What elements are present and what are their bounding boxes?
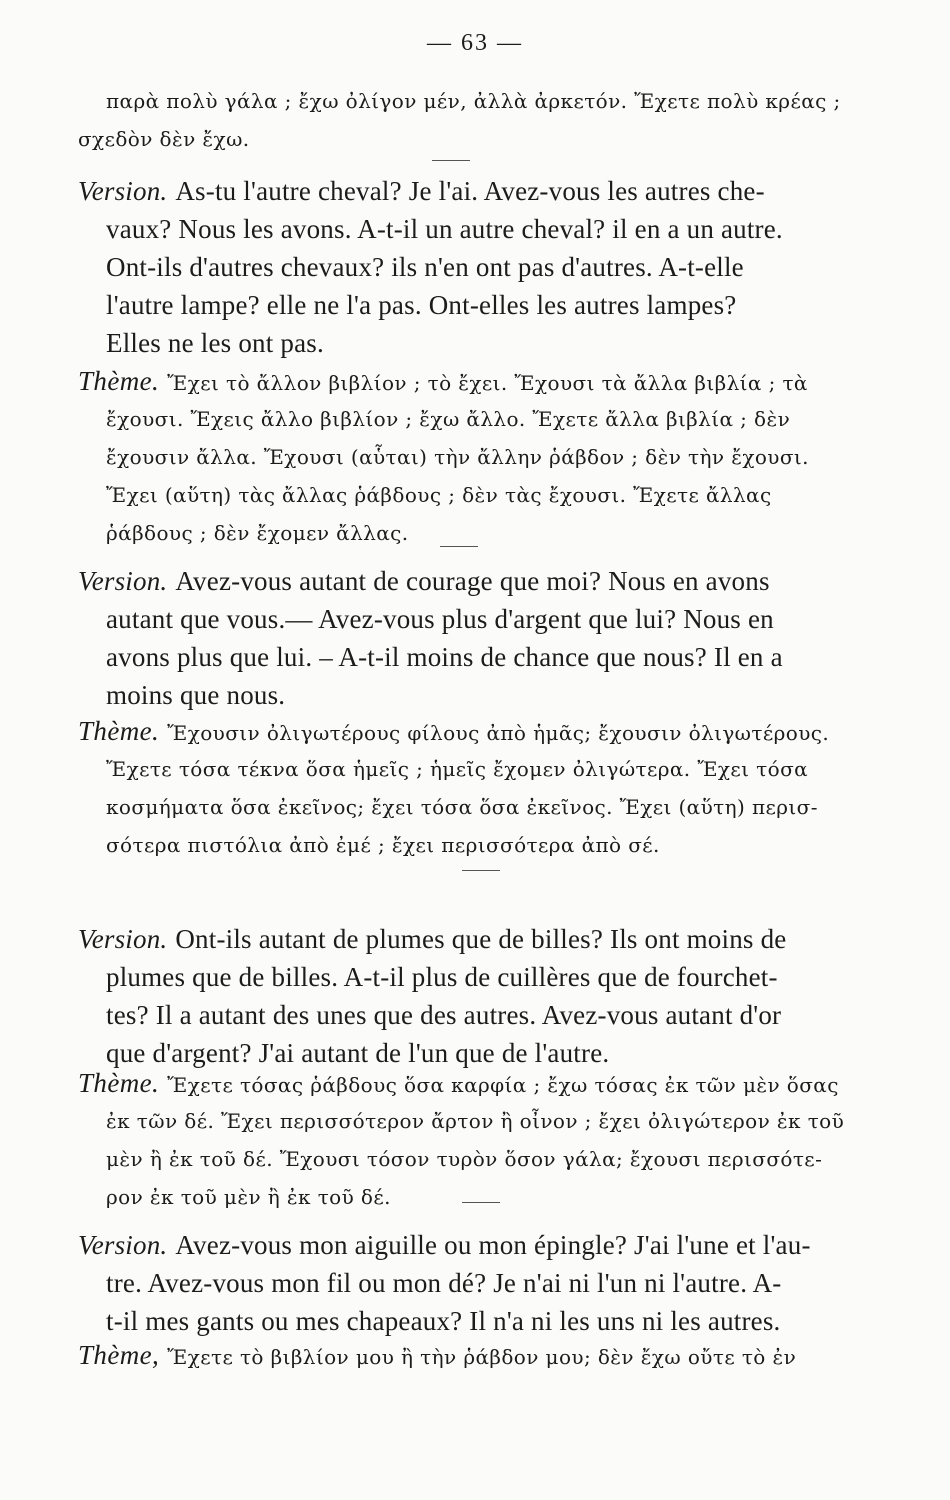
text-line: t-il mes gants ou mes chapeaux? Il n'a ni les uns ni les autres. [106,1306,781,1336]
text-line: ἔχουσι. Ἔχεις ἄλλο βιβλίον ; ἔχω ἄλλο. Ἔχετε ἄλλα βιβλία ; δὲν [106,407,791,431]
version-paragraph-4 [78,1226,848,1340]
theme-label: Thème, [78,1340,160,1370]
version-paragraph-3 [78,920,848,1072]
separator-rule [462,1202,500,1203]
text-line: avons plus que lui. – A-t-il moins de chance que nous? Il en a [106,642,783,672]
text-line: As-tu l'autre cheval? Je l'ai. Avez-vous les autres che- [175,176,765,206]
page-number: — 63 — [427,30,523,56]
theme-label: Thème. [78,366,160,396]
text-line: σχεδὸν δὲν ἔχω. [78,127,250,151]
text-line: Avez-vous mon aiguille ou mon épingle? J'ai l'une et l'au- [175,1230,811,1260]
version-paragraph-2 [78,562,848,714]
text-line: Elles ne les ont pas. [106,328,324,358]
version-label: Version. [78,176,168,206]
text-line: Ἔχουσιν ὀλιγωτέρους φίλους ἀπὸ ἡμᾶς; ἔχουσιν ὀλιγωτέρους. [167,721,830,745]
text-line: Ἔχει (αὕτη) τὰς ἄλλας ῥάβδους ; δὲν τὰς ἔχουσι. Ἔχετε ἄλλας [106,483,772,507]
version-label: Version. [78,1230,168,1260]
text-line: σότερα πιστόλια ἀπὸ ἐμέ ; ἔχει περισσότερα ἀπὸ σέ. [106,833,660,857]
text-line: l'autre lampe? elle ne l'a pas. Ont-elles les autres lampes? [106,290,737,320]
text-line: Ἔχει τὸ ἄλλον βιβλίον ; τὸ ἔχει. Ἔχουσι τὰ ἄλλα βιβλία ; τὰ [167,371,808,395]
text-line: vaux? Nous les avons. A-t-il un autre cheval? il en a un autre. [106,214,783,244]
text-line: plumes que de billes. A-t-il plus de cuillères que de fourchet- [106,962,778,992]
text-line: Ἔχετε τόσας ῥάβδους ὅσα καρφία ; ἔχω τόσας ἐκ τῶν μὲν ὅσας [167,1073,839,1097]
text-line: Ont-ils d'autres chevaux? ils n'en ont pas d'autres. A-t-elle [106,252,744,282]
text-line: ἔχουσιν ἄλλα. Ἔχουσι (αὗται) τὴν ἄλλην ῥάβδον ; δὲν τὴν ἔχουσι. [106,445,809,469]
text-line: tes? Il a autant des unes que des autres. Avez-vous autant d'or [106,1000,782,1030]
theme-label: Thème. [78,716,160,746]
theme-paragraph-1 [78,362,848,552]
intro-paragraph [78,82,848,158]
text-line: Ἔχετε τόσα τέκνα ὅσα ἡμεῖς ; ἡμεῖς ἔχομεν ὀλιγώτερα. Ἔχει τόσα [106,757,809,781]
version-label: Version. [78,924,168,954]
text-line: tre. Avez-vous mon fil ou mon dé? Je n'ai ni l'un ni l'autre. A- [106,1268,782,1298]
text-line: ἐκ τῶν δέ. Ἔχει περισσότερον ἄρτον ἢ οἶνον ; ἔχει ὀλιγώτερον ἐκ τοῦ [106,1109,845,1133]
version-paragraph-1 [78,172,848,362]
text-line: autant que vous.— Avez-vous plus d'argent que lui? Nous en [106,604,774,634]
separator-rule [440,546,478,547]
text-line: ῥάβδους ; δὲν ἔχομεν ἄλλας. [106,521,409,545]
version-label: Version. [78,566,168,596]
text-line: moins que nous. [106,680,286,710]
text-line: Ont-ils autant de plumes que de billes? Ils ont moins de [175,924,787,954]
text-line: κοσμήματα ὅσα ἐκεῖνος; ἔχει τόσα ὅσα ἐκεῖνος. Ἔχει (αὕτη) περισ- [106,795,818,819]
text-line: Avez-vous autant de courage que moi? Nous en avons [175,566,770,596]
theme-label: Thème. [78,1068,160,1098]
theme-paragraph-4 [78,1336,848,1374]
theme-paragraph-3 [78,1064,848,1216]
text-line: que d'argent? J'ai autant de l'un que de l'autre. [106,1038,610,1068]
text-line: παρὰ πολὺ γάλα ; ἔχω ὀλίγον μέν, ἀλλὰ ἀρκετόν. Ἔχετε πολὺ κρέας ; [106,89,841,113]
text-line: Ἔχετε τὸ βιβλίον μου ἢ τὴν ῥάβδον μου; δὲν ἔχω οὔτε τὸ ἐν [167,1345,797,1369]
theme-paragraph-2 [78,712,848,864]
text-line: μὲν ἢ ἐκ τοῦ δέ. Ἔχουσι τόσον τυρὸν ὅσον γάλα; ἔχουσι περισσότε- [106,1147,823,1171]
separator-rule [462,870,500,871]
text-line: ρον ἐκ τοῦ μὲν ἢ ἐκ τοῦ δέ. [106,1185,391,1209]
separator-rule [432,160,470,161]
